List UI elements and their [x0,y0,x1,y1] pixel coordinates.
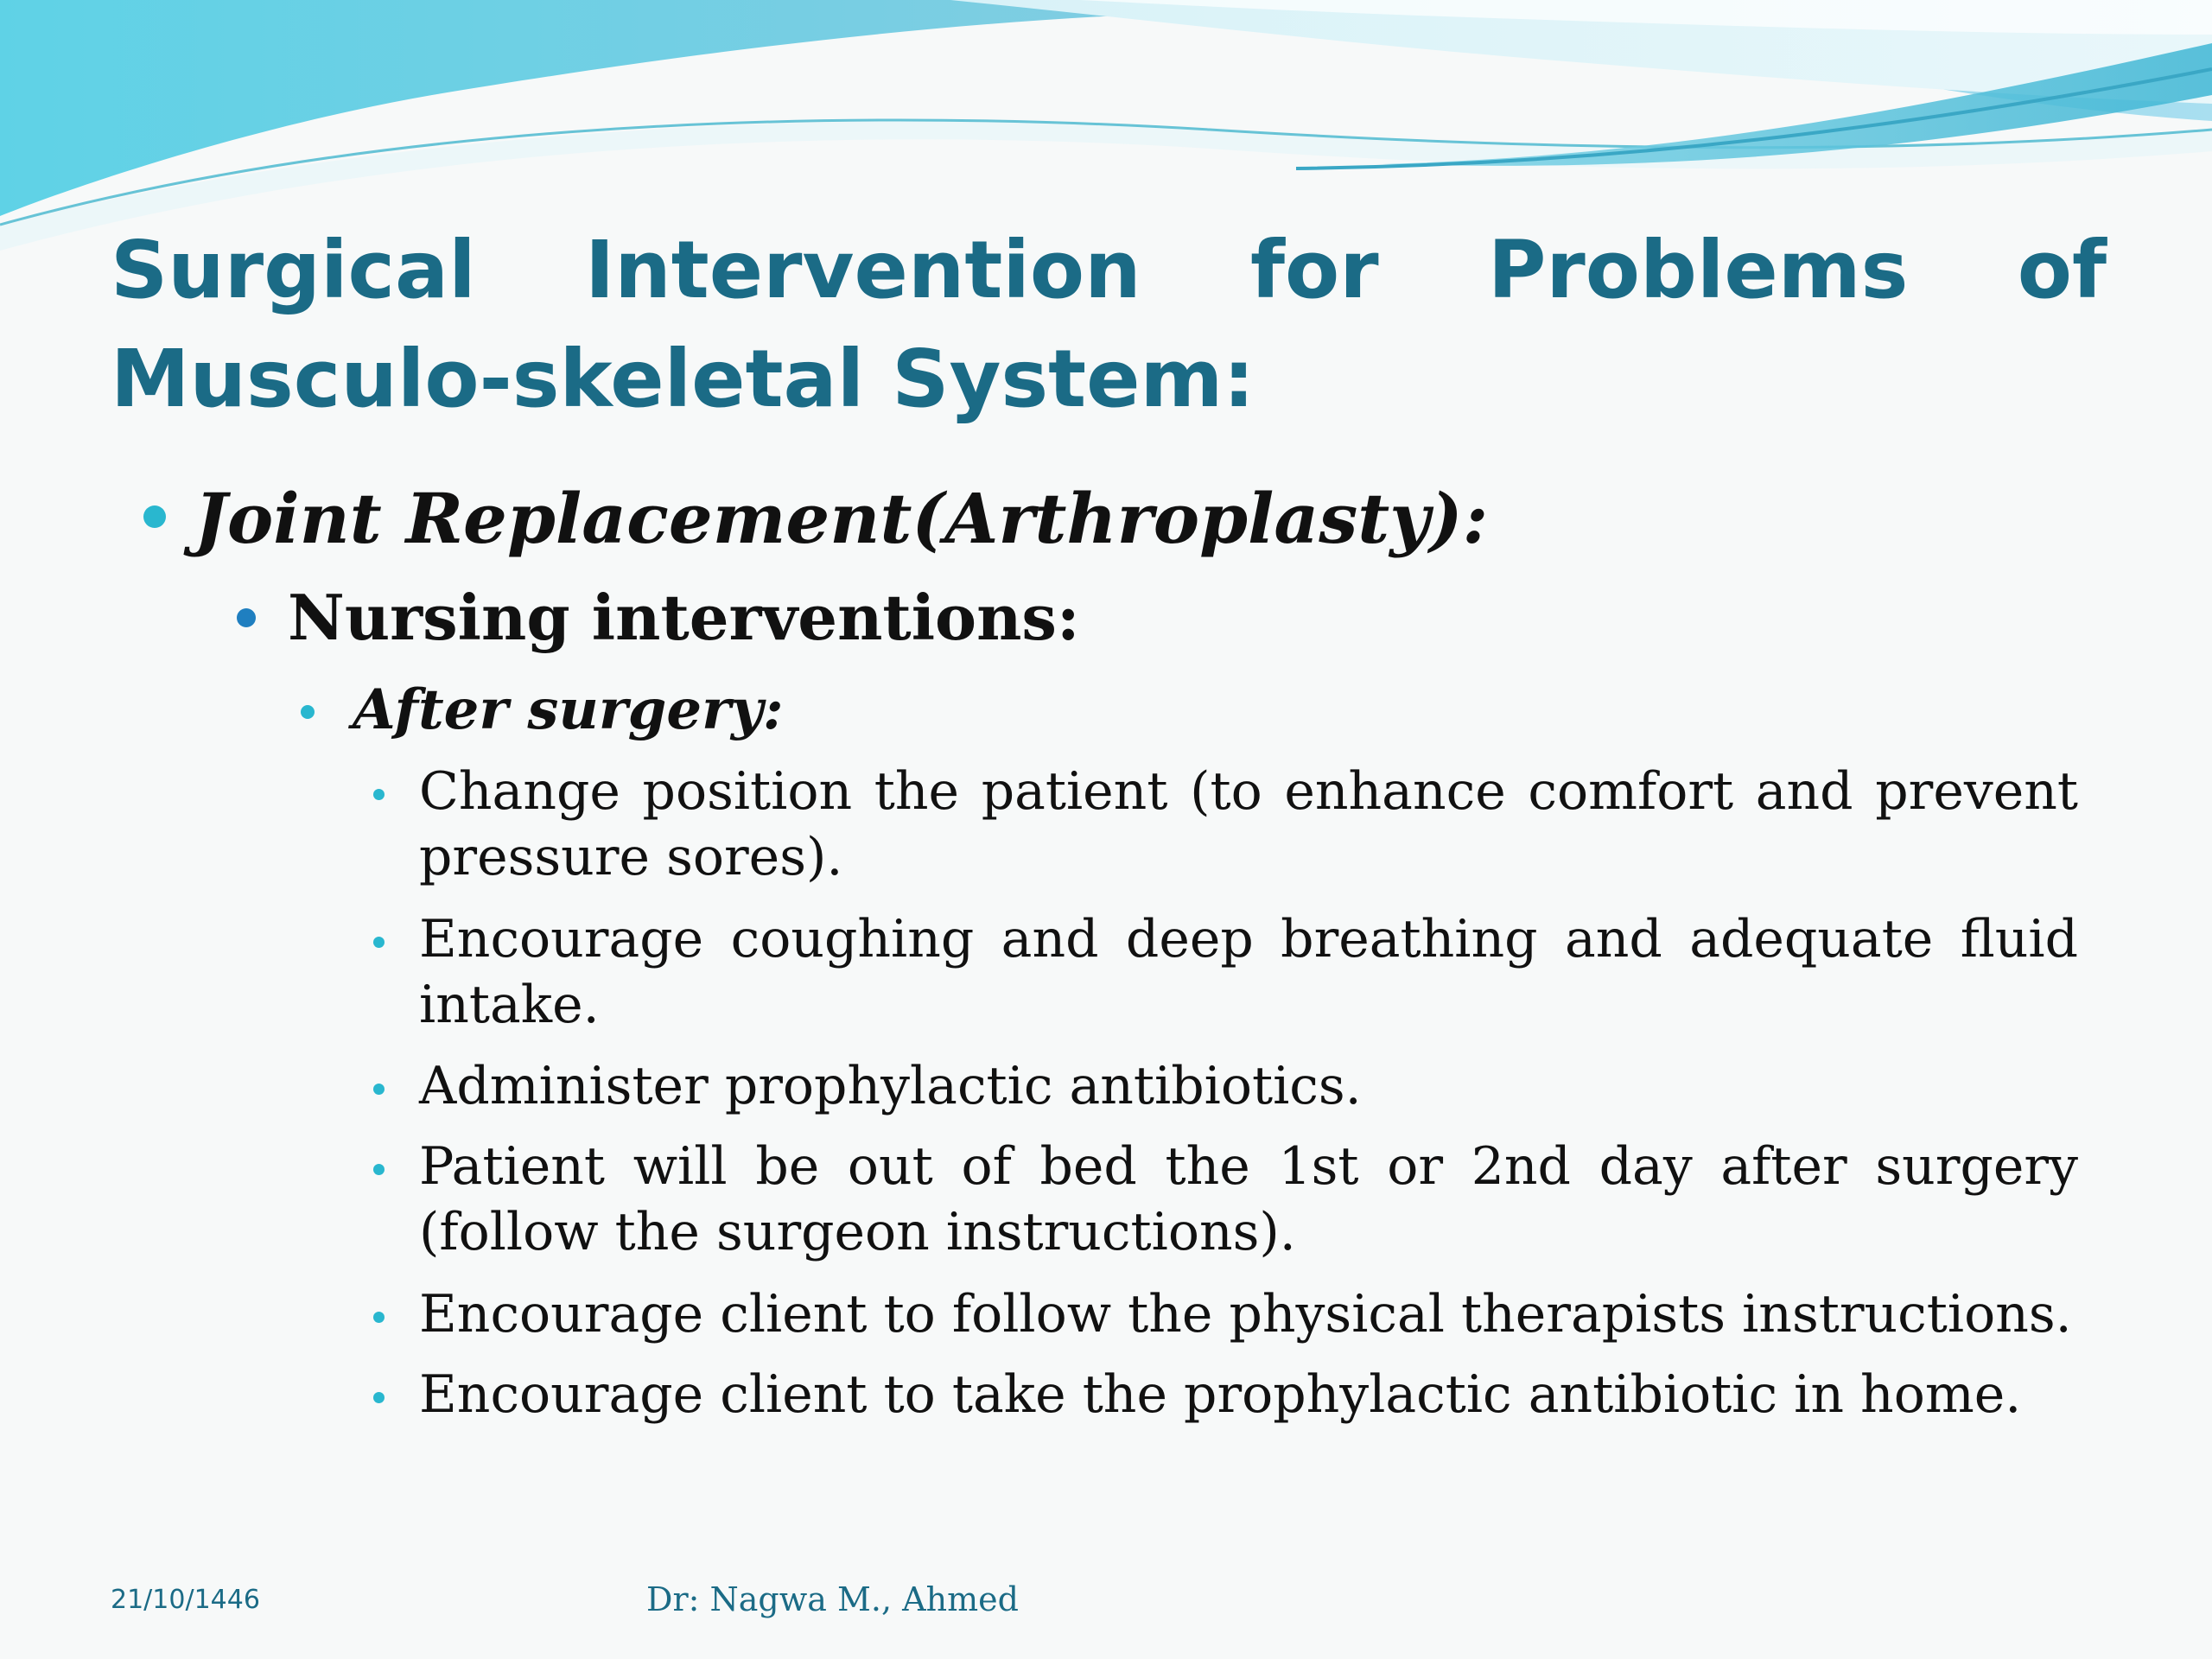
bullet-icon [373,789,385,800]
slide-title: Surgical Intervention for Problems of Musculo-skeletal System: [111,224,2107,425]
bullet-level3-after-surgery: After surgery: [353,677,784,742]
bullet-icon [373,1084,385,1095]
list-item: Encourage client to follow the physical therapists instructions. [419,1284,2072,1344]
bullet-icon [143,505,166,528]
list-item: Administer prophylactic antibiotics. [419,1056,1362,1116]
list-item: Change position the patient (to enhance comfort and prevent pressure sores). [419,761,2078,887]
bullet-icon [373,937,385,948]
bullet-level2-nursing-interventions: Nursing interventions: [288,581,1080,654]
bullet-icon [301,705,315,719]
footer-date: 21/10/1446 [111,1585,260,1615]
bullet-icon [373,1392,385,1403]
list-item: Patient will be out of bed the 1st or 2nd day after surgery (follow the surgeon instructions). [419,1136,2078,1262]
footer-author: Dr: Nagwa M., Ahmed [646,1580,1019,1618]
bullet-level1-joint-replacement: Joint Replacement(Arthroplasty): [194,478,1489,559]
list-item: Encourage coughing and deep breathing and adequate fluid intake. [419,909,2078,1035]
bullet-icon [237,608,256,627]
bullet-icon [373,1312,385,1323]
bullet-icon [373,1164,385,1175]
list-item: Encourage client to take the prophylactic antibiotic in home. [419,1364,2022,1425]
